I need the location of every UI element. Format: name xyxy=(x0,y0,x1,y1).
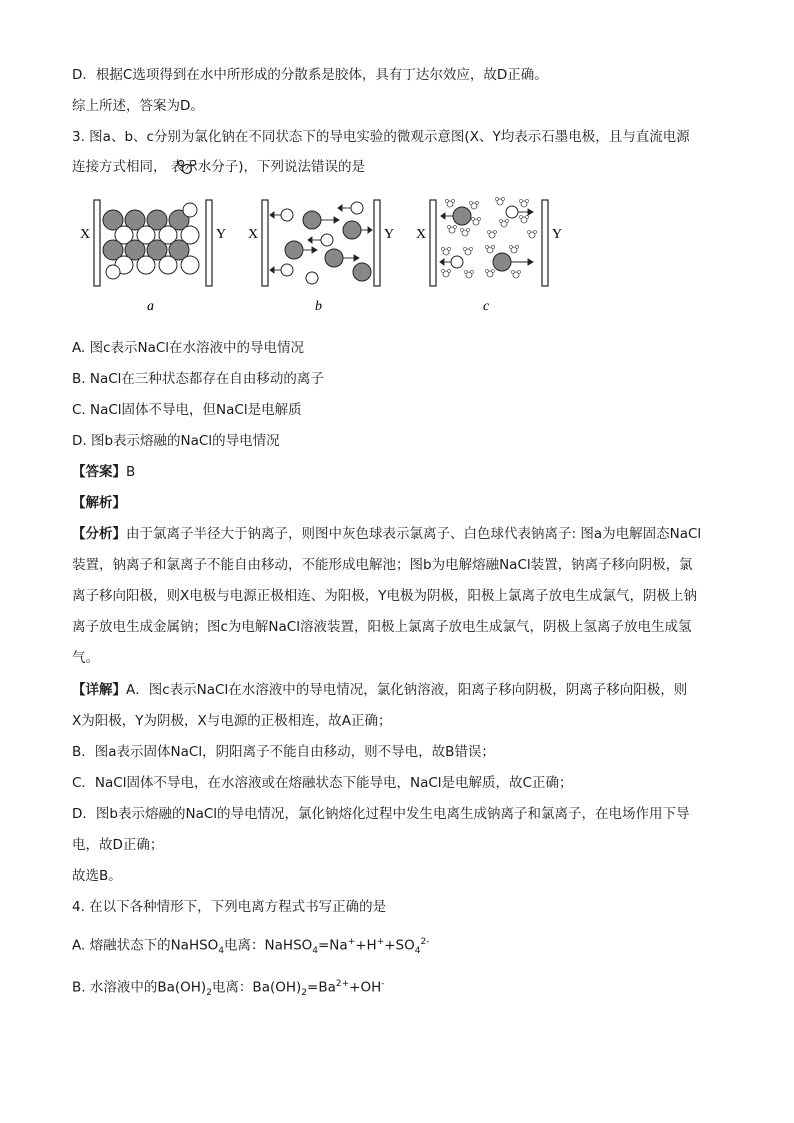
analysis-paragraph: 离子放电生成金属钠；图c为电解NaCl溶液装置，阳极上氯离子放电生成氯气，阴极上氢离子放电生成氢 xyxy=(72,619,692,635)
option-b: B. NaCl在三种状态都存在自由移动的离子 xyxy=(72,371,324,387)
figure-a-caption: a xyxy=(147,299,154,314)
y-electrode-label: Y xyxy=(216,227,227,242)
text-line: 综上所述，答案为D。 xyxy=(72,98,204,114)
figure-b xyxy=(248,200,394,314)
figure-b-caption: b xyxy=(315,299,322,314)
analysis-paragraph: 离子移向阳极，则X电极与电源正极相连、为阳极，Y电极为阴极，阳极上氯离子放电生成氯气，阴极上钠 xyxy=(72,588,697,604)
question-3-stem-2: 连接方式相同， 表示水分子)，下列说法错误的是 xyxy=(72,159,366,175)
x-electrode-label: X xyxy=(416,227,427,242)
analysis-heading: 【解析】 xyxy=(72,495,126,511)
water-molecule-icon xyxy=(177,159,197,175)
y-electrode-label: Y xyxy=(552,227,563,242)
option-c: C. NaCl固体不导电，但NaCl是电解质 xyxy=(72,402,302,418)
x-electrode-label: X xyxy=(80,227,91,242)
figure-c-caption: c xyxy=(483,299,490,314)
nacl-conduction-figures xyxy=(72,190,732,320)
x-electrode-label: X xyxy=(248,227,259,242)
question-4-stem: 4. 在以下各种情形下，下列电离方程式书写正确的是 xyxy=(72,899,387,915)
detail-paragraph: X为阳极，Y为阴极，X与电源的正极相连，故A正确； xyxy=(72,713,392,729)
answer-line xyxy=(72,463,135,481)
option-d: D. 图b表示熔融的NaCl的导电情况 xyxy=(72,433,280,449)
analysis-paragraph: 气。 xyxy=(72,650,99,666)
figure-a xyxy=(80,200,226,314)
figure-c xyxy=(416,197,562,314)
answer-value: B xyxy=(126,464,136,480)
q4-option-b: B. 水溶液中的$Ba(OH)_2$电离：$Ba(OH)_2=Ba^{2+}+OH^-$ xyxy=(72,979,385,999)
question-3-stem: 3. 图a、b、c分别为氯化钠在不同状态下的导电实验的微观示意图(X、Y均表示石墨电极，且与直流电源 xyxy=(72,129,690,145)
y-electrode-label: Y xyxy=(384,227,395,242)
detail-paragraph: 【详解】A．图c表示NaCl在水溶液中的导电情况，氯化钠溶液，阳离子移向阴极，阴离子移向阳极，则 xyxy=(72,682,688,698)
q4-option-a: A. 熔融状态下的NaHSO$_4$电离：$NaHSO_4=Na^++H^++SO_4^{2-}$ xyxy=(72,937,430,957)
answer-tag: 【答案】 xyxy=(72,464,126,480)
analysis-paragraph: 装置，钠离子和氯离子不能自由移动，不能形成电解池；图b为电解熔融NaCl装置，钠离子移向阴极，氯 xyxy=(72,557,693,573)
detail-paragraph: C．NaCl固体不导电，在水溶液或在熔融状态下能导电，NaCl是电解质，故C正确； xyxy=(72,775,573,791)
detail-paragraph: 电，故D正确； xyxy=(72,837,164,853)
text-line: D．根据C选项得到在水中所形成的分散系是胶体，具有丁达尔效应，故D正确。 xyxy=(72,67,548,83)
detail-paragraph: D．图b表示熔融的NaCl的导电情况，氯化钠熔化过程中发生电离生成钠离子和氯离子，在电场作用下导 xyxy=(72,806,690,822)
analysis-paragraph: 【分析】由于氯离子半径大于钠离子，则图中灰色球表示氯离子、白色球代表钠离子: 图a为电解固态NaCl xyxy=(72,526,702,542)
detail-paragraph: 故选B。 xyxy=(72,868,122,884)
detail-paragraph: B．图a表示固体NaCl，阴阳离子不能自由移动，则不导电，故B错误； xyxy=(72,744,495,760)
option-a: A. 图c表示NaCl在水溶液中的导电情况 xyxy=(72,340,305,356)
